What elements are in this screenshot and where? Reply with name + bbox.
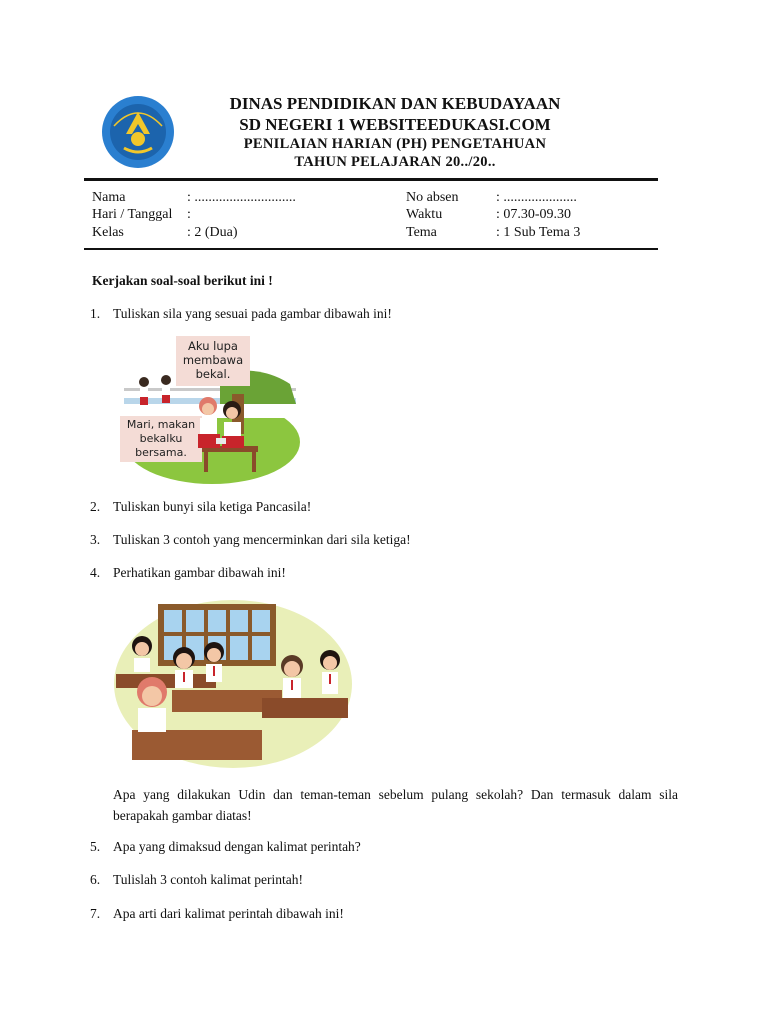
absen-label: No absen [406,190,459,205]
hari-label: Hari / Tanggal [92,207,173,222]
question-number: 5. [90,839,101,854]
question-text: Tulislah 3 contoh kalimat perintah! [113,872,303,887]
question-number: 6. [90,872,101,887]
bubble2-line3: bersama. [135,446,187,459]
waktu-value: : 07.30-09.30 [496,207,572,222]
tut-wuri-handayani-logo [100,94,176,170]
kelas-value: : 2 (Dua) [187,225,238,240]
bubble1-line2: membawa [182,353,244,367]
students-sharing-lunch-illustration [120,334,300,484]
instruction: Kerjakan soal-soal berikut ini ! [92,273,273,288]
question-number: 2. [90,499,101,514]
question-text: Tuliskan bunyi sila ketiga Pancasila! [113,499,312,514]
nama-field[interactable]: : ............................. [187,190,296,205]
kelas-label: Kelas [92,225,124,240]
question-4-paragraph: Apa yang dilakukan Udin dan teman-teman sebelum pulang sekolah? Dan termasuk dalam sila berapakah gambar diatas! [113,787,678,823]
header-school-year: TAHUN PELAJARAN 20../20.. [294,154,496,170]
question-number: 3. [90,532,101,547]
question-text: Tuliskan 3 contoh yang mencerminkan dari sila ketiga! [113,532,411,547]
waktu-label: Waktu [406,207,443,222]
question-text: Apa arti dari kalimat perintah dibawah ini! [113,906,344,921]
students-praying-classroom-illustration [112,598,354,770]
question-text: Apa yang dimaksud dengan kalimat perintah? [113,839,361,854]
tema-value: : 1 Sub Tema 3 [496,225,581,240]
absen-field[interactable]: : ..................... [496,190,577,205]
question-number: 1. [90,306,101,321]
header-assessment: PENILAIAN HARIAN (PH) PENGETAHUAN [243,136,547,152]
bubble2-line1: Mari, makan [126,418,196,431]
hari-field[interactable]: : [187,207,191,222]
header-agency: DINAS PENDIDIKAN DAN KEBUDAYAAN [229,94,561,113]
question-number: 7. [90,906,101,921]
question-number: 4. [90,565,101,580]
tema-label: Tema [406,225,437,240]
bubble1-line3: bekal. [195,367,231,381]
question-text: Perhatikan gambar dibawah ini! [113,565,286,580]
nama-label: Nama [92,190,126,205]
bubble1-line1: Aku lupa [188,339,238,353]
header-divider-bottom [84,248,658,250]
question-text: Tuliskan sila yang sesuai pada gambar dibawah ini! [113,306,392,321]
header-divider-top [84,178,658,181]
header-school: SD NEGERI 1 WEBSITEEDUKASI.COM [239,115,551,134]
bubble2-line2: bekalku [139,432,183,445]
